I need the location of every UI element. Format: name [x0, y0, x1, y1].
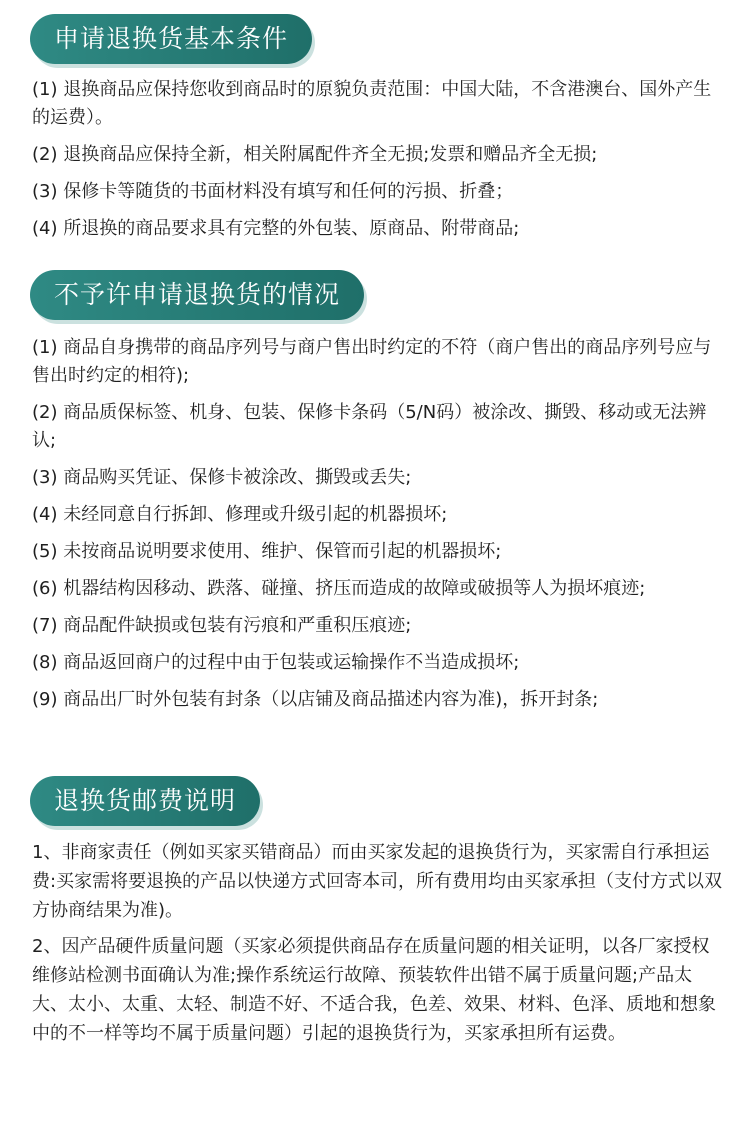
item-number: 1、 [32, 842, 62, 863]
item-text: 退换商品应保持您收到商品时的原貌负责范围：中国大陆，不含港澳台、国外产生的运费）。 [32, 79, 712, 128]
item-text: 商品出厂时外包装有封条（以店铺及商品描述内容为准)，拆开封条; [63, 689, 599, 710]
section-basic-conditions [0, 14, 748, 252]
item-text: 商品配件缺损或包装有污痕和严重积压痕迹; [63, 615, 412, 636]
item-text: 商品自身携带的商品序列号与商户售出时约定的不符（商户售出的商品序列号应与售出时约定的相符); [32, 337, 712, 386]
item-number: (5) [32, 541, 58, 562]
list-item [32, 575, 726, 603]
list-item [32, 838, 726, 925]
item-text: 商品购买凭证、保修卡被涂改、撕毁或丢失; [63, 467, 412, 488]
list-item [32, 141, 726, 169]
item-number: (3) [32, 467, 58, 488]
condition-list [0, 76, 748, 243]
item-text: 商品质保标签、机身、包装、保修卡条码（5/N码）被涂改、撕毁、移动或无法辨认; [32, 402, 707, 451]
item-number: (7) [32, 615, 58, 636]
item-text: 未按商品说明要求使用、维护、保管而引起的机器损坏; [63, 541, 502, 562]
item-text: 未经同意自行拆卸、修理或升级引起的机器损坏; [63, 504, 448, 525]
item-text: 商品返回商户的过程中由于包装或运输操作不当造成损坏; [63, 652, 520, 673]
list-item [32, 215, 726, 243]
item-number: (2) [32, 144, 58, 165]
shipping-fee-list [0, 838, 748, 1048]
section-title-text: 退换货邮费说明 [54, 786, 237, 815]
item-number: (4) [32, 504, 58, 525]
section-shipping-fees [0, 776, 748, 1055]
item-text: 退换商品应保持全新，相关附属配件齐全无损;发票和赠品齐全无损; [63, 144, 598, 165]
list-item [32, 501, 726, 529]
item-number: (2) [32, 402, 58, 423]
item-number: (3) [32, 181, 58, 202]
section-title-shipping-fees [30, 776, 260, 826]
section-title-basic-conditions [30, 14, 312, 64]
item-text: 所退换的商品要求具有完整的外包装、原商品、附带商品; [63, 218, 520, 239]
section-not-allowed [0, 270, 748, 723]
item-text: 因产品硬件质量问题（买家必须提供商品存在质量问题的相关证明，以各厂家授权维修站检测书面确认为准;操作系统运行故障、预装软件出错不属于质量问题;产品太大、太小、太重、太轻、制造不好、不适合我，色差、效果、材料、色泽、质地和想象中的不一样等均不属于质量问题）引起的退换货行为，买家承担所有运费。 [32, 936, 716, 1044]
item-number: (8) [32, 652, 58, 673]
list-item [32, 538, 726, 566]
list-item [32, 399, 726, 455]
list-item [32, 686, 726, 714]
list-item [32, 649, 726, 677]
item-number: (1) [32, 337, 58, 358]
exclusion-list [0, 334, 748, 714]
item-number: (4) [32, 218, 58, 239]
list-item [32, 612, 726, 640]
item-number: (1) [32, 79, 58, 100]
item-text: 保修卡等随货的书面材料没有填写和任何的污损、折叠； [63, 181, 514, 202]
item-number: 2、 [32, 936, 62, 957]
section-title-text: 不予许申请退换货的情况 [54, 280, 341, 309]
item-number: (9) [32, 689, 58, 710]
list-item [32, 76, 726, 132]
list-item [32, 932, 726, 1048]
list-item [32, 464, 726, 492]
list-item [32, 178, 726, 206]
section-title-text: 申请退换货基本条件 [54, 24, 289, 53]
list-item [32, 334, 726, 390]
item-text: 机器结构因移动、跌落、碰撞、挤压而造成的故障或破损等人为损坏痕迹; [63, 578, 646, 599]
section-title-not-allowed [30, 270, 364, 320]
item-text: 非商家责任（例如买家买错商品）而由买家发起的退换货行为，买家需自行承担运费:买家需将要退换的产品以快递方式回寄本司，所有费用均由买家承担（支付方式以双方协商结果为准)。 [32, 842, 723, 921]
item-number: (6) [32, 578, 58, 599]
